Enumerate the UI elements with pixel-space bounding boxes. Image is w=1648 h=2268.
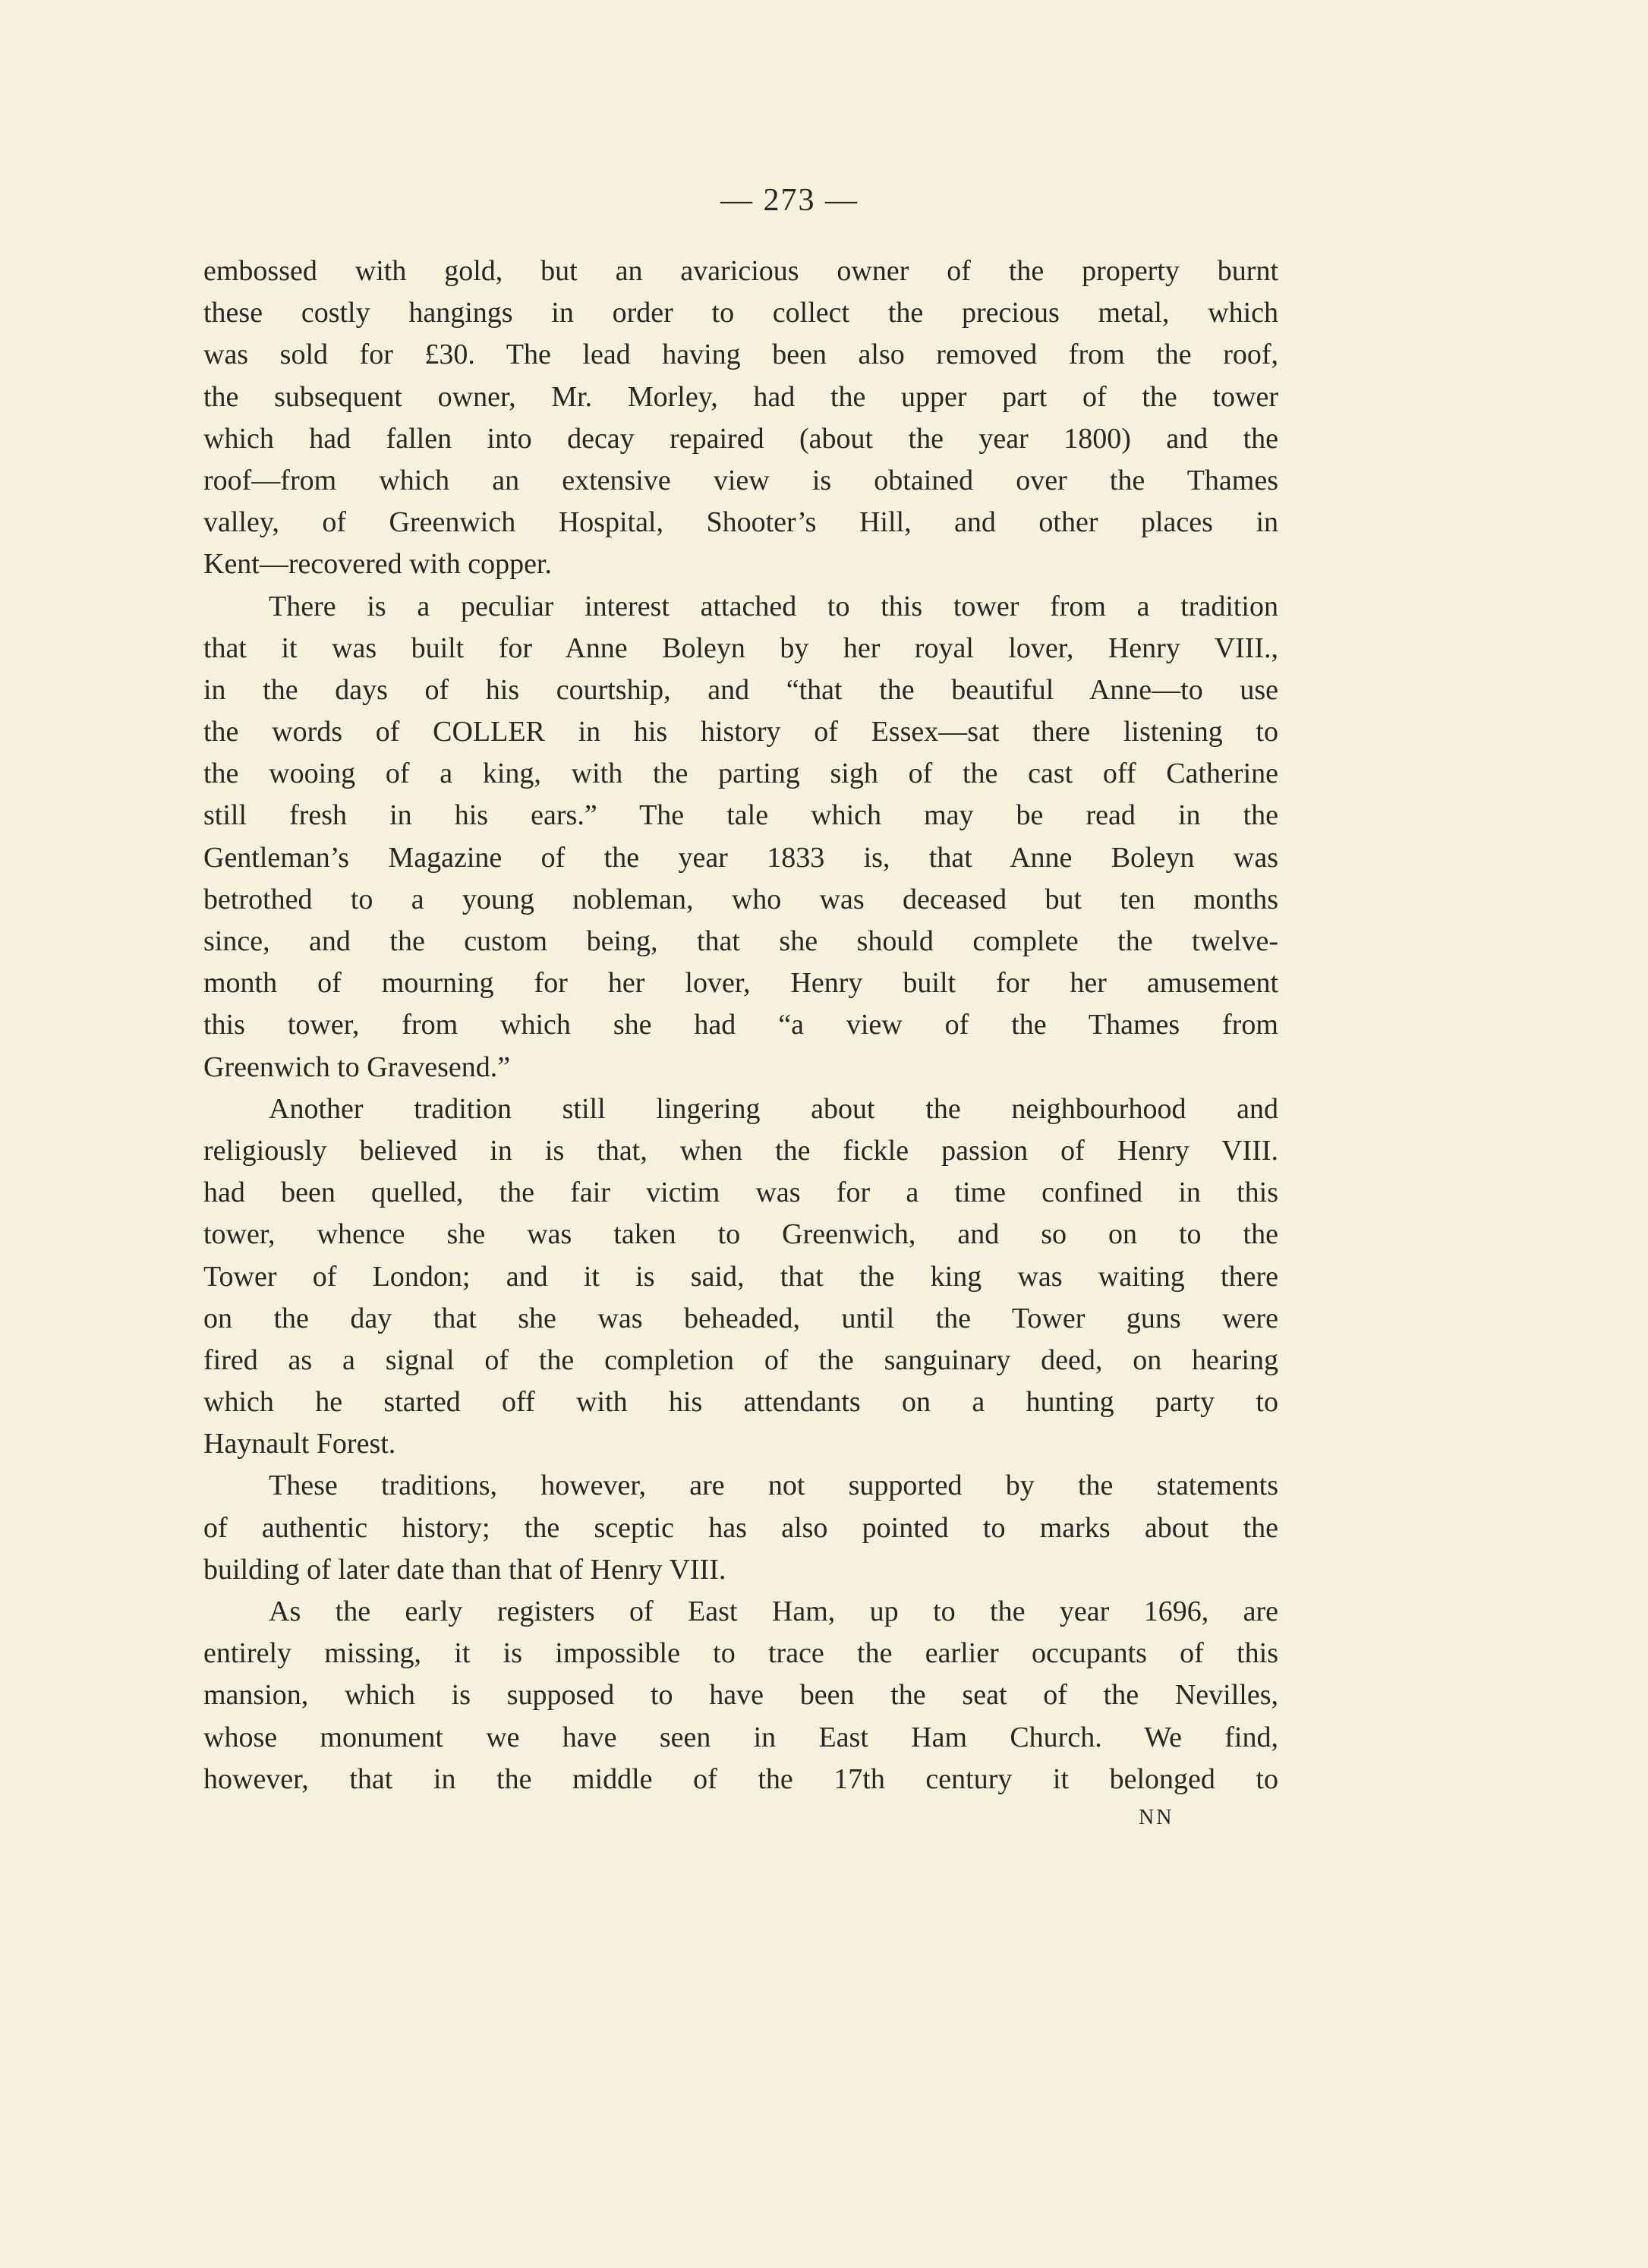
text-line: embossed with gold, but an avaricious owner of the property burnt <box>203 255 1278 287</box>
text-line: Kent—recovered with copper. <box>203 548 552 581</box>
text-line: Gentleman’s Magazine of the year 1833 is, that Anne Boleyn was <box>203 841 1278 874</box>
text-line: Greenwich to Gravesend.” <box>203 1051 511 1083</box>
text-line: religiously believed in is that, when the fickle passion of Henry VIII. <box>203 1134 1278 1167</box>
text-line: fired as a signal of the completion of the sanguinary deed, on hearing <box>203 1343 1278 1376</box>
signature-mark: NN <box>1139 1806 1174 1829</box>
text-line: building of later date than that of Henry VIII. <box>203 1553 726 1586</box>
text-line: mansion, which is supposed to have been the seat of the Nevilles, <box>203 1679 1278 1712</box>
text-line: Another tradition still lingering about the neighbourhood and <box>269 1092 1278 1125</box>
text-line: this tower, from which she had “a view of the Thames from <box>203 1009 1278 1041</box>
text-line: These traditions, however, are not supported by the statements <box>269 1469 1278 1502</box>
text-line: had been quelled, the fair victim was for a time confined in this <box>203 1177 1278 1209</box>
text-line: Haynault Forest. <box>203 1428 396 1460</box>
text-line: tower, whence she was taken to Greenwich, and so on to the <box>203 1218 1278 1251</box>
body-text <box>203 250 1278 1800</box>
text-line: on the day that she was beheaded, until the Tower guns were <box>203 1302 1278 1334</box>
text-line: betrothed to a young nobleman, who was deceased but ten months <box>203 883 1278 915</box>
text-line: valley, of Greenwich Hospital, Shooter’s Hill, and other places in <box>203 506 1278 539</box>
text-line: Tower of London; and it is said, that the king was waiting there <box>203 1260 1278 1293</box>
text-line: which had fallen into decay repaired (about the year 1800) and the <box>203 422 1278 455</box>
text-line: roof—from which an extensive view is obtained over the Thames <box>203 464 1278 496</box>
text-line: month of mourning for her lover, Henry built for her amusement <box>203 967 1278 1000</box>
text-line: in the days of his courtship, and “that the beautiful Anne—to use <box>203 673 1278 706</box>
text-line: entirely missing, it is impossible to trace the earlier occupants of this <box>203 1637 1278 1670</box>
text-line: the wooing of a king, with the parting sigh of the cast off Catherine <box>203 758 1278 790</box>
text-line: since, and the custom being, that she should complete the twelve- <box>203 925 1278 957</box>
text-line: that it was built for Anne Boleyn by her royal lover, Henry VIII., <box>203 632 1278 664</box>
text-line: whose monument we have seen in East Ham Church. We find, <box>203 1721 1278 1753</box>
text-line: still fresh in his ears.” The tale which may be read in the <box>203 799 1278 832</box>
text-line: As the early registers of East Ham, up to the year 1696, are <box>269 1595 1278 1627</box>
text-line: There is a peculiar interest attached to this tower from a tradition <box>269 590 1278 622</box>
text-line: these costly hangings in order to collect the precious metal, which <box>203 297 1278 329</box>
text-line: was sold for £30. The lead having been also removed from the roof, <box>203 339 1278 371</box>
text-line: the subsequent owner, Mr. Morley, had the upper part of the tower <box>203 380 1278 413</box>
text-line: the words of COLLER in his history of Essex—sat there listening to <box>203 716 1278 748</box>
text-line: which he started off with his attendants on a hunting party to <box>203 1386 1278 1419</box>
text-line: however, that in the middle of the 17th century it belonged to <box>203 1762 1278 1795</box>
text-line: of authentic history; the sceptic has also pointed to marks about the <box>203 1511 1278 1544</box>
page-number: — 273 — <box>720 183 859 218</box>
